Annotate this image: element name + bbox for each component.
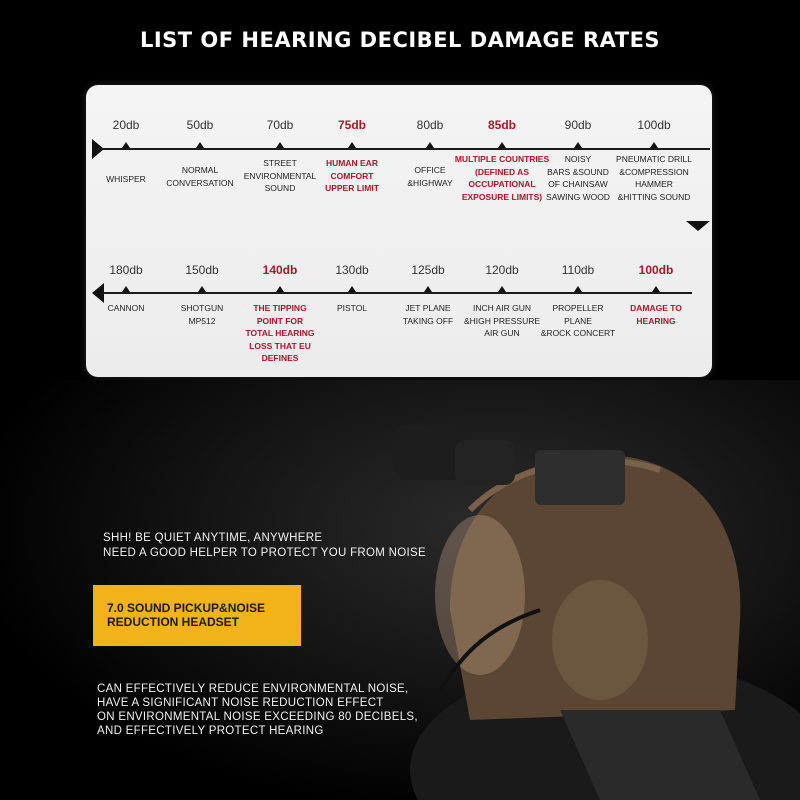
description bbox=[97, 682, 418, 738]
row1-db-value: 20db bbox=[112, 118, 140, 132]
row1-tick-marker bbox=[498, 142, 506, 148]
row1-tick-marker bbox=[426, 142, 434, 148]
description-line: AND EFFECTIVELY PROTECT HEARING bbox=[97, 725, 324, 737]
row1-db-value: 70db bbox=[266, 118, 294, 132]
row2-db-value: 120db bbox=[485, 263, 519, 277]
row1-db-value: 80db bbox=[416, 118, 444, 132]
decibel-chart-card bbox=[86, 85, 712, 377]
row1-noise-label: OFFICE &HIGHWAY bbox=[407, 165, 453, 188]
row2-noise-label: PROPELLER PLANE &ROCK CONCERT bbox=[540, 303, 616, 338]
row2-noise-label: THE TIPPING POINT FOR TOTAL HEARING LOSS THAT EU DEFINES bbox=[245, 303, 315, 363]
tagline-line2: NEED A GOOD HELPER TO PROTECT YOU FROM NOISE bbox=[103, 547, 426, 559]
row2-noise-label: PISTOL bbox=[336, 303, 368, 313]
row1-tick-marker bbox=[348, 142, 356, 148]
row2-tick-marker bbox=[574, 286, 582, 292]
row2-db-value: 110db bbox=[561, 263, 595, 277]
row2-tick-marker bbox=[198, 286, 206, 292]
row2-db-value: 130db bbox=[335, 263, 369, 277]
row2-tick-marker bbox=[424, 286, 432, 292]
row1-noise-label: NORMAL CONVERSATION bbox=[166, 165, 234, 188]
row1-db-value: 100db bbox=[637, 118, 671, 132]
row2-tick-marker bbox=[276, 286, 284, 292]
row2-db-value: 150db bbox=[185, 263, 219, 277]
row1-noise-label: NOISY BARS &SOUND OF CHAINSAW SAWING WOOD bbox=[546, 154, 610, 202]
row2-tick-marker bbox=[498, 286, 506, 292]
product-badge bbox=[93, 585, 301, 646]
tagline-line1: SHH! BE QUIET ANYTIME, ANYWHERE bbox=[103, 532, 323, 544]
row2-tick-marker bbox=[652, 286, 660, 292]
row2-db-value: 180db bbox=[109, 263, 143, 277]
row2-tick-marker bbox=[348, 286, 356, 292]
row1-noise-label: HUMAN EAR COMFORT UPPER LIMIT bbox=[325, 158, 379, 193]
row1-noise-label: PNEUMATIC DRILL &COMPRESSION HAMMER &HITTING SOUND bbox=[616, 154, 692, 202]
row1-tick-marker bbox=[276, 142, 284, 148]
description-line: HAVE A SIGNIFICANT NOISE REDUCTION EFFECT bbox=[97, 697, 384, 709]
row1-noise-label: WHISPER bbox=[106, 174, 146, 184]
row2-db-value: 125db bbox=[411, 263, 445, 277]
description-line: CAN EFFECTIVELY REDUCE ENVIRONMENTAL NOISE, bbox=[97, 683, 409, 695]
badge-line1: 7.0 SOUND PICKUP&NOISE bbox=[107, 601, 266, 615]
row2-db-value: 100db bbox=[638, 263, 674, 277]
page-title: LIST OF HEARING DECIBEL DAMAGE RATES bbox=[139, 28, 661, 52]
row1-timeline bbox=[98, 148, 710, 150]
tagline bbox=[103, 531, 426, 561]
badge-line2: REDUCTION HEADSET bbox=[107, 615, 240, 629]
row1-noise-label: STREET ENVIRONMENTAL SOUND bbox=[243, 158, 317, 193]
row2-noise-label: CANNON bbox=[107, 303, 145, 313]
row1-db-value: 50db bbox=[186, 118, 214, 132]
row2-timeline bbox=[102, 292, 692, 294]
row1-db-value: 75db bbox=[337, 118, 366, 132]
row1-tick-marker bbox=[196, 142, 204, 148]
description-line: ON ENVIRONMENTAL NOISE EXCEEDING 80 DECIBELS, bbox=[97, 711, 418, 723]
row2-db-value: 140db bbox=[262, 263, 298, 277]
row2-noise-label: DAMAGE TO HEARING bbox=[630, 303, 682, 326]
row2-noise-label: JET PLANE TAKING OFF bbox=[402, 303, 454, 326]
row1-noise-label: MULTIPLE COUNTRIES (DEFINED AS OCCUPATIONAL EXPOSURE LIMITS) bbox=[454, 154, 550, 202]
row-connector-arrow-icon bbox=[686, 221, 710, 231]
row1-tick-marker bbox=[574, 142, 582, 148]
row1-tick-marker bbox=[122, 142, 130, 148]
row1-db-value: 85db bbox=[487, 118, 516, 132]
row1-db-value: 90db bbox=[564, 118, 592, 132]
row1-tick-marker bbox=[650, 142, 658, 148]
row2-noise-label: INCH AIR GUN &HIGH PRESSURE AIR GUN bbox=[463, 303, 541, 338]
row2-tick-marker bbox=[122, 286, 130, 292]
row2-noise-label: SHOTGUN MP512 bbox=[180, 303, 224, 326]
badge-text bbox=[107, 601, 265, 629]
